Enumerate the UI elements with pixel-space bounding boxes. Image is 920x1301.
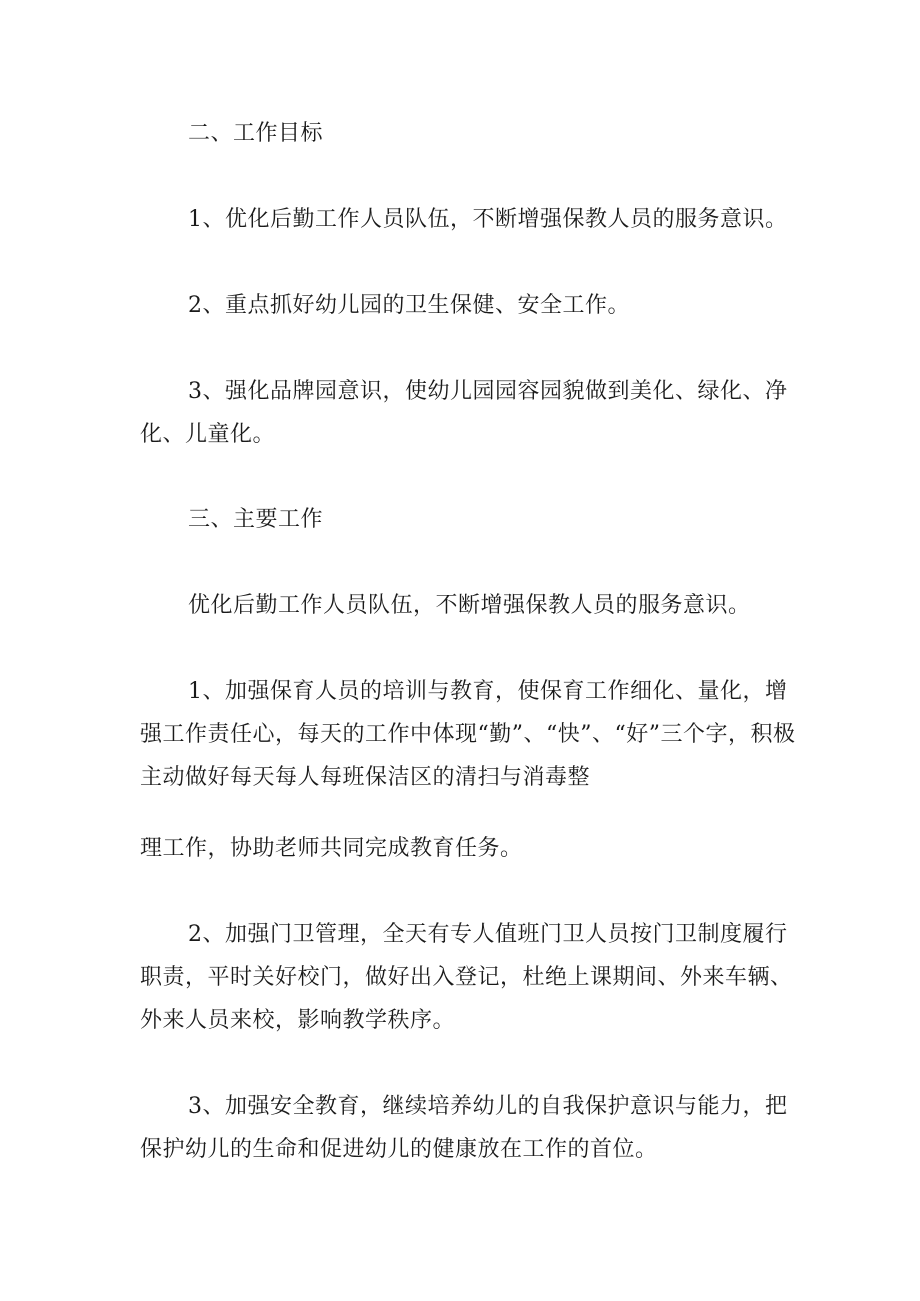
work-item-3: 3、加强安全教育，继续培养幼儿的自我保护意识与能力，把保护幼儿的生命和促进幼儿的健康放在工作的首位。 bbox=[140, 1094, 788, 1162]
work-item-2: 2、加强门卫管理，全天有专人值班门卫人员按门卫制度履行职责，平时关好校门，做好出入登记，杜绝上课期间、外来车辆、外来人员来校，影响教学秩序。 bbox=[140, 922, 793, 1033]
section-heading-goals: 二、工作目标 bbox=[188, 121, 324, 146]
goal-item-2: 2、重点抓好幼儿园的卫生保健、安全工作。 bbox=[188, 293, 630, 318]
work-item-1-continued: 理工作，协助老师共同完成教育任务。 bbox=[140, 836, 523, 861]
section-heading-main-work: 三、主要工作 bbox=[188, 507, 324, 532]
work-item-1: 1、加强保育人员的培训与教育，使保育工作细化、量化，增强工作责任心，每天的工作中体现“勤”、“快”、“好”三个字，积极主动做好每天每人每班保洁区的清扫与消毒整 bbox=[140, 679, 796, 790]
main-work-intro: 优化后勤工作人员队伍，不断增强保教人员的服务意识。 bbox=[188, 593, 751, 618]
goal-item-3: 3、强化品牌园意识，使幼儿园园容园貌做到美化、绿化、净化、儿童化。 bbox=[140, 379, 788, 447]
goal-item-1: 1、优化后勤工作人员队伍，不断增强保教人员的服务意识。 bbox=[188, 207, 788, 232]
